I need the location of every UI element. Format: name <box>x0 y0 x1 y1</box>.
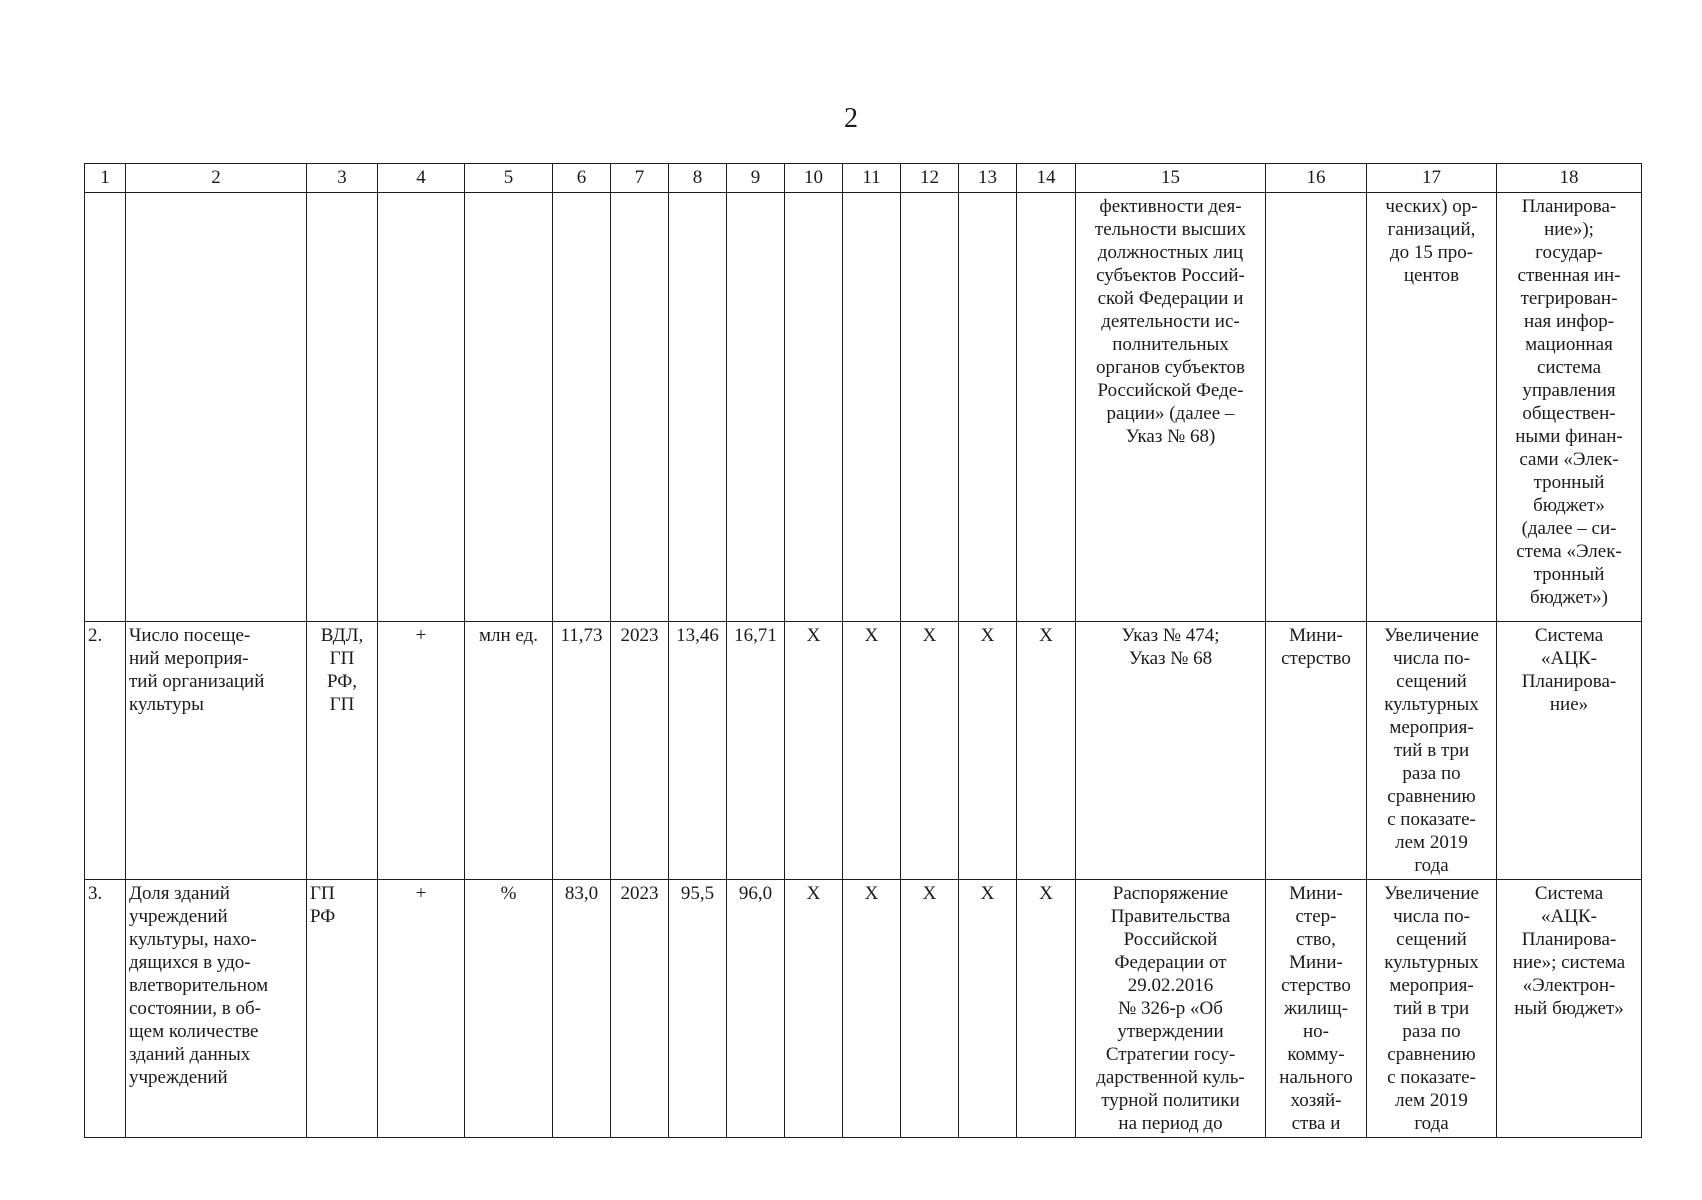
table-header-row <box>85 164 1642 193</box>
header-cell: 7 <box>611 164 669 193</box>
cell-level <box>307 193 378 622</box>
cell-value: Х <box>785 622 843 880</box>
header-cell: 8 <box>669 164 727 193</box>
cell-value <box>901 193 959 622</box>
header-cell: 4 <box>378 164 465 193</box>
cell-value <box>611 193 669 622</box>
header-cell: 5 <box>465 164 553 193</box>
cell-base-value: 11,73 <box>553 622 611 880</box>
cell-value: Х <box>785 880 843 1138</box>
cell-indicator-name <box>126 193 307 622</box>
cell-number: 3. <box>85 880 126 1138</box>
cell-info-system: Система «АЦК- Планирова- ние» <box>1497 622 1642 880</box>
cell-value: Х <box>1017 622 1076 880</box>
cell-value <box>669 193 727 622</box>
cell-indicator-name: Число посеще- ний мероприя- тий организаций культуры <box>126 622 307 880</box>
cell-value: Х <box>1017 880 1076 1138</box>
cell-trend: + <box>378 622 465 880</box>
cell-unit: % <box>465 880 553 1138</box>
cell-value <box>785 193 843 622</box>
header-cell: 14 <box>1017 164 1076 193</box>
cell-unit <box>465 193 553 622</box>
cell-value <box>843 193 901 622</box>
cell-value <box>959 193 1017 622</box>
header-cell: 11 <box>843 164 901 193</box>
cell-number: 2. <box>85 622 126 880</box>
header-cell: 9 <box>727 164 785 193</box>
cell-number <box>85 193 126 622</box>
cell-level: ГП РФ <box>307 880 378 1138</box>
cell-unit: млн ед. <box>465 622 553 880</box>
header-cell: 6 <box>553 164 611 193</box>
header-cell: 1 <box>85 164 126 193</box>
cell-responsible: Мини- стерство <box>1266 622 1367 880</box>
cell-trend <box>378 193 465 622</box>
cell-value: Х <box>843 880 901 1138</box>
cell-value: Х <box>901 622 959 880</box>
table-row <box>85 880 1642 1138</box>
cell-document: фективности дея- тельности высших должностных лиц субъектов Россий- ской Федерации и деятельности ис- полнительных органов субъектов Российской Феде- рации» (далее – Указ № 68) <box>1076 193 1266 622</box>
cell-value <box>727 193 785 622</box>
cell-value: Х <box>901 880 959 1138</box>
cell-base-value: 83,0 <box>553 880 611 1138</box>
indicators-table <box>84 163 1642 1138</box>
cell-value: 96,0 <box>727 880 785 1138</box>
cell-responsible: Мини- стер- ство, Мини- стерство жилищ- но- комму- нального хозяй- ства и <box>1266 880 1367 1138</box>
cell-value: 13,46 <box>669 622 727 880</box>
cell-goal: Увеличение числа по- сещений культурных мероприя- тий в три раза по сравнению с показате- лем 2019 года <box>1367 622 1497 880</box>
cell-trend: + <box>378 880 465 1138</box>
cell-document: Распоряжение Правительства Российской Федерации от 29.02.2016 № 326-р «Об утверждении Стратегии госу- дарственной куль- турной политики на период до <box>1076 880 1266 1138</box>
cell-value: Х <box>959 622 1017 880</box>
cell-level: ВДЛ, ГП РФ, ГП <box>307 622 378 880</box>
cell-base-year: 2023 <box>611 622 669 880</box>
header-cell: 16 <box>1266 164 1367 193</box>
header-cell: 18 <box>1497 164 1642 193</box>
cell-responsible <box>1266 193 1367 622</box>
header-cell: 3 <box>307 164 378 193</box>
cell-value <box>1017 193 1076 622</box>
header-cell: 15 <box>1076 164 1266 193</box>
cell-value: 95,5 <box>669 880 727 1138</box>
page-number: 2 <box>844 103 858 134</box>
cell-value: 16,71 <box>727 622 785 880</box>
header-cell: 2 <box>126 164 307 193</box>
table-row-continuation <box>85 193 1642 622</box>
cell-info-system: Планирова- ние»); государ- ственная ин- тегрирован- ная инфор- мационная система управления обществен- ными финан- сами «Элек- тронный бюджет» (далее – си- стема «Элек- тронный бюджет») <box>1497 193 1642 622</box>
cell-indicator-name: Доля зданий учреждений культуры, нахо- дящихся в удо- влетворительном состоянии, в об- щем количестве зданий данных учреждений <box>126 880 307 1138</box>
cell-value: Х <box>959 880 1017 1138</box>
header-cell: 13 <box>959 164 1017 193</box>
cell-document: Указ № 474; Указ № 68 <box>1076 622 1266 880</box>
cell-value <box>553 193 611 622</box>
table-row <box>85 622 1642 880</box>
cell-goal: ческих) ор- ганизаций, до 15 про- центов <box>1367 193 1497 622</box>
cell-goal: Увеличение числа по- сещений культурных мероприя- тий в три раза по сравнению с показате- лем 2019 года <box>1367 880 1497 1138</box>
header-cell: 17 <box>1367 164 1497 193</box>
header-cell: 10 <box>785 164 843 193</box>
cell-info-system: Система «АЦК- Планирова- ние»; система «Электрон- ный бюджет» <box>1497 880 1642 1138</box>
cell-value: Х <box>843 622 901 880</box>
cell-base-year: 2023 <box>611 880 669 1138</box>
header-cell: 12 <box>901 164 959 193</box>
